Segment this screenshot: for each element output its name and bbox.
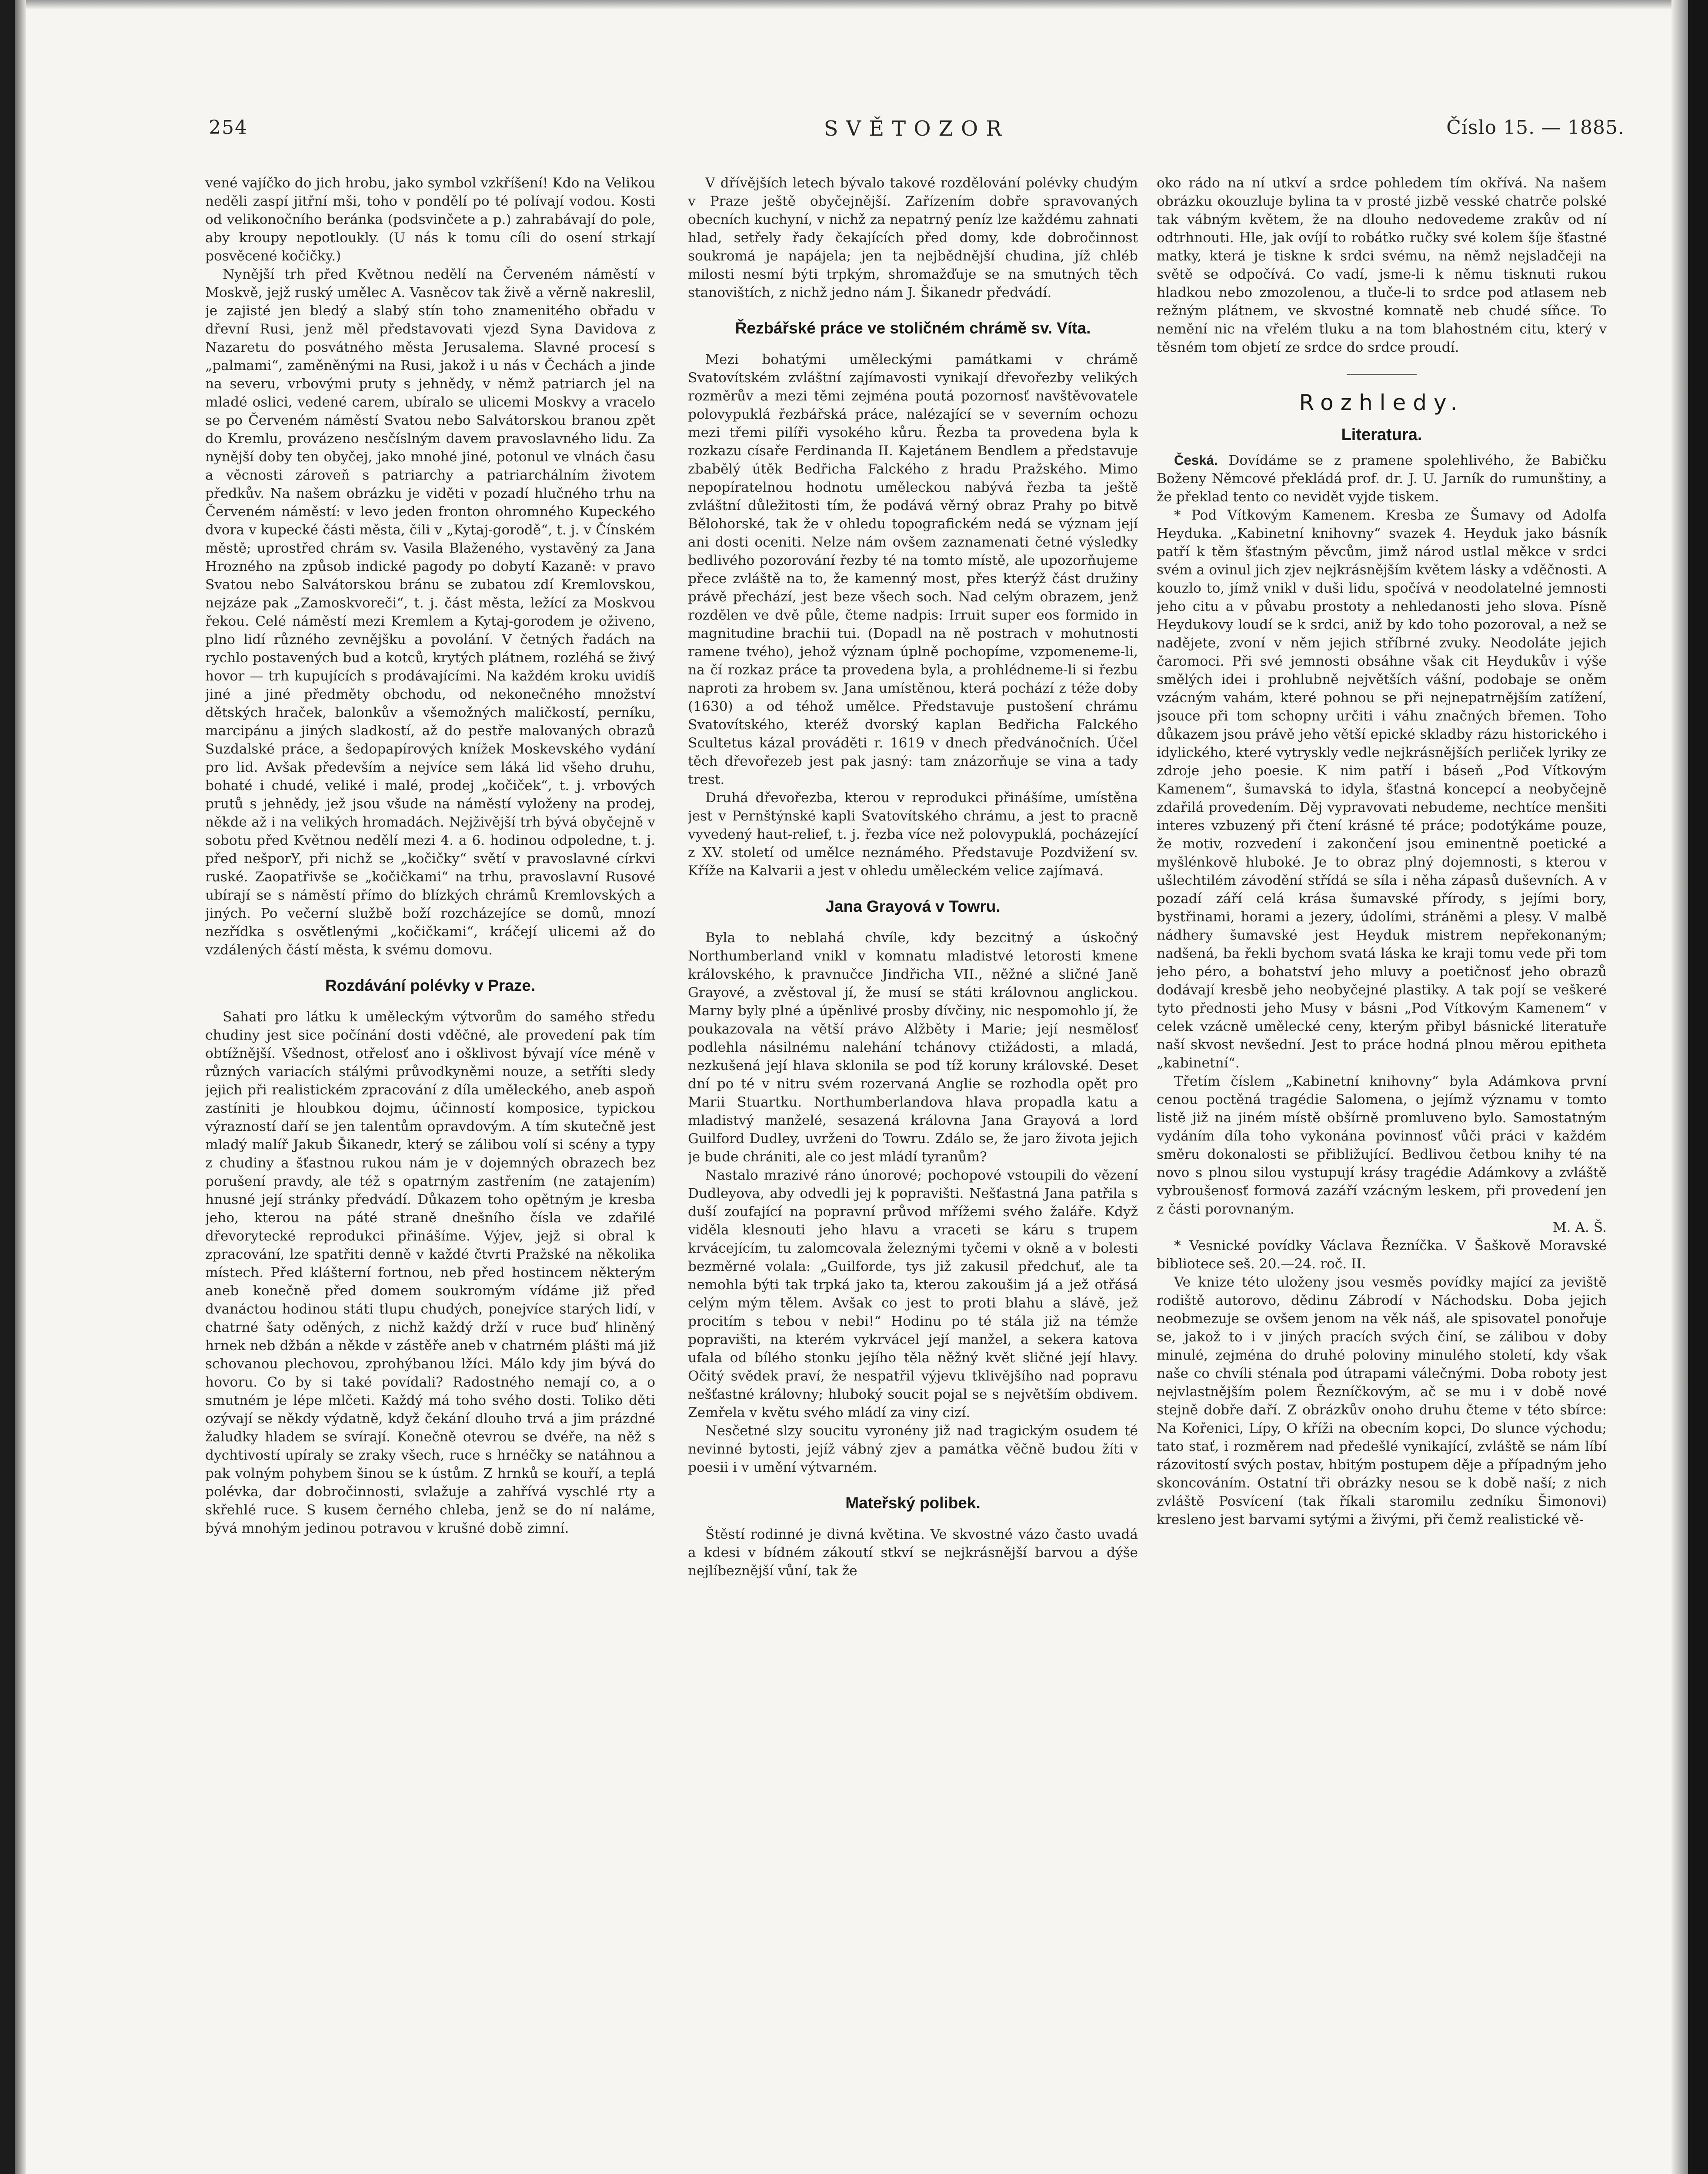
paragraph: Nastalo mrazivé ráno únorové; pochopové vstoupili do vězení Dudleyova, aby odvedli jej k popravišti. Nešťastná Jana patřila s duší zoufající na popravní průvod mřížemi svého žaláře. Když viděla klesnouti jeho hlavu a vraceti se káru s trupem krvácejícím, tu zalomcovala železnými tyčemi v okně a v bolesti bezměrné volala: „Guilforde, tys již zakusil předchuť, ale ta nemohla býti tak trpká jako ta, kterou zakoušim já a jež otřásá celým mým tělem. Avšak co jest to proti blahu a slávě, jež procitím s tebou v nebi!“ Hodinu po té stála již na témže popravišti, na kterém vykrvácel její manžel, a sekera katova ufala od bílého stonku jejího těla něžný květ sličné její hlavy. Očitý svědek praví, že nespatřil výjevu tklivějšího nad popravu nešťastné královny; hluboký soucit pojal se s největším obdivem. Zemřela v květu svého mládí za viny cizí. xyxy=(688,1167,1138,1420)
paragraph: vené vajíčko do jich hrobu, jako symbol vzkříšení! Kdo na Velikou neděli zaspí jitřní mši, toho v pondělí po té polívají vodou. Kosti od velikonočního beránka (podsvinčete a p.) zahrabávají do pole, aby kroupy nepotloukly. (U nás k tomu cíli do osení strkají posvěcené kočičky.) xyxy=(205,175,655,264)
right-page-edge xyxy=(1688,0,1708,2174)
author-signature: M. A. Š. xyxy=(1552,1220,1607,1235)
paragraph: Nynější trh před Květnou nedělí na Červeném náměstí v Moskvě, jejž ruský umělec A. Vasněcov tak živě a věrně nakreslil, je zajisté jen bledý a slabý stín toho znamenitého obřadu v dřevní Rusi, jenž měl představovati vjezd Syna Davidova z Nazaretu do posvátného města Jerusalema. Slavné procesí s „palmami“, zaměněnými na Rusi, jakož i u nás v Čechách a jinde na severu, vrbovými pruty s jehnědy, v němž patriarch jel na mladé oslici, vedené carem, ubíralo se ulicemi Moskvy a vracelo se po Červeném náměstí Svatou nebo Salvátorskou branou zpět do Kremlu, provázeno nesčíslným davem pravoslavného lidu. Za nynější doby ten obyčej, jako mnohé jiné, potonul ve vlnách času a věcnosti zároveň s patriarchy a patriarchálním životem předkův. Na našem obrázku je viděti v pozadí hlučného trhu na Červeném náměstí: v levo jeden fronton ohromného Kupeckého dvora v kupecké části města, čili v „Kytaj-gorodě“, t. j. v Čínském městě; uprostřed chrám sv. Vasila Blaženého, vystavěný za Jana Hrozného na způsob indické pagody po dobytí Kazaně: v pravo Svatou nebo Salvátorskou bránu se zubatou zdí Kremlovskou, nejzáze pak „Zamoskvoreči“, t. j. část města, ležící za Moskvou řekou. Celé náměstí mezi Kremlem a Kytaj-gorodem je oživeno, plno lidí různého zevnějšku a povolání. V četných řadách na rychlo postavených bud a kotců, krytých plátnem, rozléhá se živý hovor — trh kupujících s prodávajícími. Na každém kroku uvidíš jiné a jiné předměty obchodu, od nekonečného množství dětských hraček, balonkův a všemožných maličkostí, perníku, marcipánu a jiných sladkostí, až do pestře malovaných obrazů Suzdalské práce, a šedopapírových knížek Moskevského vydání pro lid. Avšak především a nejvíce sem láká lid všeho druhu, bohaté i chudé, veliké i malé, prodej „kočiček“, t. j. vrbových prutů s jehnědy, jež jsou všude na náměstí vyloženy na prodej, někde až i na velikých hromadách. Nejživější trh bývá obyčejně v sobotu před Květnou nedělí mezi 4. a 6. hodinou odpoledne, t. j. před nešporY, při nichž se „kočičky“ světí v pravoslavné církvi ruské. Zaopatřivše se „kočičkami“ na trhu, pravoslavní Rusové ubírají se s náměstí přímo do blízkých chrámů Kremlovských a jiných. Po večerní službě boží rozcházejíce se domů, mnozí nezřídka s osvětlenými „kočičkami“, kráčejí ulicemi až do vzdálených částí města, k svému domovu. xyxy=(205,267,655,958)
paragraph-text: Dovídáme se z pramene spolehlivého, že Babičku Boženy Němcové překládá prof. dr. J. U. Jarník do rumunštiny, a že překlad tento co nevidět vyjde tiskem. xyxy=(1157,453,1607,505)
column-right xyxy=(1157,174,1607,2174)
page-number: 254 xyxy=(209,117,248,139)
subsection-heading: Literatura. xyxy=(1341,426,1422,444)
column-middle xyxy=(688,174,1138,2174)
paragraph: Sahati pro látku k uměleckým výtvorům do samého středu chudiny jest sice počínání dosti vděčné, ale provedení pak tím obtížnější. Všednost, otřelosť ano i ošklivost bývají více méně v různých variacích stálými průvodkyněmi nouze, a setříti sledy jejich při realistickém zpracování z díla uměleckého, aneb aspoň zastíniti je hloubkou dojmu, účinností komposice, typickou výrazností daří se jen talentům opravdovým. A tím skutečně jest mladý malíř Jakub Šikanedr, který se zálibou volí si scény a typy z chudiny a šťastnou rukou nám je v dojemných obrazech bez porušení pravdy, ale též s opatrným zastřením (ne zatajením) hnusné její stránky předvádí. Důkazem toho opětným je kresba jeho, kterou na páté straně dnešního čísla ve zdařilé dřevorytecké reprodukci přinášíme. Výjev, jejž si obral k zpracování, lze spatřiti denně v každé čtvrti Pražské na několika místech. Před klášterní fortnou, neb před hostincem některým aneb konečně před domem soukromým vídáme již před dvanáctou hodinou státi tlupu chudých, ponejvíce starých lidí, v chatrné šaty oděných, z nichž každý drží v ruce buď hliněný hrnek neb džbán a někde v zástěře aneb v chatrném plášti má již schovanou plechovou, zprohýbanou lžíci. Málo kdy jim bývá do hovoru. Co by si také povídali? Radostného nemají co, a o smutném je lépe mlčeti. Každý má toho svého dosti. Toliko děti ozývají se někdy výdatně, když čekání dlouho trvá a jim prázdné žaludky hladem se svírají. Konečně otevrou se dvéře, na něž s dychtivostí upíraly se zraky všech, ruce s hrnéčky se natáhnou a pak volným pohybem šinou se k ústům. Z hrnků se kouří, a teplá polévka, dar dobročinnosti, svlažuje a zahřívá vyschlé rty a skřehlé ruce. S kusem černého chleba, jenž se do ní naláme, bývá mnohým jedinou potravou v krušné době zimní. xyxy=(205,1009,655,1536)
paragraph: Nesčetné slzy soucitu vyronény již nad tragickým osudem té nevinné bytosti, jejíž vábný zjev a památka věčně budou žíti v poesii i v umění výtvarném. xyxy=(688,1423,1138,1475)
paragraph: Mezi bohatými uměleckými památkami v chrámě Svatovítském zvláštní zajímavosti vynikají dřevořezby velikých rozměrův a mezi těmi zejména poutá pozornosť navštěvovatele polovypuklá řezbářská práce, nalézající se v severním ochozu mezi třemi pilíři vysokého kůru. Řezba ta provedena byla k rozkazu císaře Ferdinanda II. Kajetánem Bendlem a představuje zbabělý útěk Bedřicha Falckého z hradu Pražského. Mimo nepopíratelnou hodnotu uměleckou nabývá řezba ta ještě zvláštní důležitosti tím, že podává věrný obraz Prahy po bitvě Bělohorské, tak že v ohledu topografickém nedá se význam její ani dosti oceniti. Nelze nám ovšem zaznamenati četné výsledky bedlivého pozorování řezby té na tomto místě, ale upozorňujeme přece zvláště na to, že kamenný most, přes kterýž část družiny právě přechází, jest beze všech soch. Nad celým obrazem, jenž rozdělen ve dvě půle, čteme nadpis: Irruit super eos formido in magnitudine brachii tui. (Dopadl na ně postrach v mohutnosti ramene tvého), jehož význam úplně pochopíme, vzpomeneme-li, na čí rozkaz práce ta provedena byla, a prohlédneme-li si řezbu naproti za hrobem sv. Jana umístěnou, která pochází z téže doby (1630) a od téhož umělce. Představuje pustošení chrámu Svatovítského, kteréž dvorský kaplan Bedřicha Falckého Scultetus kázal prováděti r. 1619 v dnech předvánočních. Účel těch dřevořezeb jest pak jasný: tam znázorňuje se vina a tady trest. xyxy=(688,352,1138,787)
paragraph: * Vesnické povídky Václava Řezníčka. V Šaškově Moravské bibliotece seš. 20.—24. roč. II. xyxy=(1157,1238,1607,1272)
paragraph xyxy=(1157,451,1607,506)
issue-number: Číslo 15. — 1885. xyxy=(1446,117,1625,139)
section-heading: Rozhledy. xyxy=(1299,390,1464,415)
paragraph: oko rádo na ní utkví a srdce pohledem tím okřívá. Na našem obrázku okouzluje bylina ta v prosté jizbě vesské chatrče polské tak vábným květem, že na dlouho nedovedeme zrakův od ní odtrhnouti. Hle, jak ovíjí to robátko ručky své kolem šíje šťastné matky, která je tiskne k srdci svému, na němž nejsladčeji na světě se odpočívá. Co vadí, jsme-li k němu tisknuti rukou hladkou nebo zmozolenou, a tluče-li to srdce pod atlasem neb režným plátnem, ve skvostné komnatě neb chudé síňce. To nemění nic na vřelém tluku a na tom blahostném citu, který v těsném tom objetí ze srdce do srdce proudí. xyxy=(1157,175,1607,355)
paragraph: * Pod Vítkovým Kamenem. Kresba ze Šumavy od Adolfa Heyduka. „Kabinetní knihovny“ svazek 4. Heyduk jako básník patří k těm šťastným pěvcům, jimž národ ustlal měkce v srdci svém a ovinul jich zjev nejkrásnějším květem lásky a vděčnosti. A kouzlo to, jímž vnikl v duši lidu, spočívá v neodolatelné jemnosti jeho citu a v půvabu prostoty a nehledanosti jeho slova. Písně Heydukovy loudí se k srdci, aniž by kdo toho pozoroval, a než se nadějete, zvoní v něm jejich stříbrné zvuky. Neodoláte jejich čaromoci. Při své jemnosti obsáhne však cit Heydukův i výše smělých idei i prohlubně největších vášní, podobaje se oněm vzácným vahám, které pohnou se při nejnepatrnějším zatížení, jsouce při tom schopny určiti i váhu značných břemen. Toho důkazem jsou právě jeho větší epické skladby rázu historického i idylického, které vytryskly vedle nejkrásnějších perliček lyriky ze zdroje jeho poesie. K nim patří i báseň „Pod Vítkovým Kamenem“, šumavská to idyla, šťastná koncepcí a neobyčejně zdařilá provedením. Děj vypravovati nebudeme, nechtíce menšiti interes vzbuzený při čtení krásné té práce; podotýkáme pouze, že motiv, rozvedení i zakončení jsou eminentně poetické a myšlénkově hluboké. Je to obraz plný dojemnosti, s kterou v ušlechtilém závodění střídá se síla i něha zápasů duševních. A v pozadí září celá krása šumavské přírody, s jejími bory, bystřinami, horami a jezery, údolími, stráněmi a plesy. V malbě nádhery šumavské jest Heyduk mistrem nepřekonaným; nadšená, ba řekli bychom svatá láska ke kraji tomu vede při tom jeho péro, a bohatství jeho mluvy a poetičnosť jeho obrazů dodávají kresbě jeho neobyčejné plastiky. A tak pojí se veškeré tyto přednosti jeho Musy v básni „Pod Vítkovým Kamenem“ v celek vzácně umělecké ceny, kterým přibyl básnické literatuře naší skvost nevšední. Jest to práce hodná plnou měrou epitheta „kabinetní“. xyxy=(1157,507,1607,1071)
article-heading: Jana Grayová v Towru. xyxy=(825,897,1001,915)
gutter-gradient xyxy=(15,0,26,2174)
book-spine-shadow xyxy=(0,0,15,2174)
paragraph: V dřívějších letech bývalo takové rozdělování polévky chudým v Praze ještě obyčejnější. Zařízením dobře spravovaných obecních kuchyní, v nichž za nepatrný peníz lze každému zahnati hlad, setřely řady čekajících před domy, kde dobročinnost soukromá je napájela; jen ta nejbědnější chudina, jíž chléb milosti nesmí býti trpkým, shromažďuje se na smutných těch stanovištích, z nichž jedno nám J. Šikanedr předvádí. xyxy=(688,175,1138,300)
run-in-heading: Česká. xyxy=(1174,453,1218,468)
article-heading: Řezbářské práce ve stoličném chrámě sv. Víta. xyxy=(735,319,1091,337)
paragraph: Druhá dřevořezba, kterou v reprodukci přinášíme, umístěna jest v Pernštýnské kapli Svatovítského chrámu, a jest to pracně vyvedený haut-relief, t. j. řezba více než polovypuklá, pocházející z XV. století od umělce neznámého. Představuje Pozdvižení sv. Kříže na Kalvarii a jest v ohledu uměleckém velice zajímavá. xyxy=(688,790,1138,879)
paragraph: Byla to neblahá chvíle, kdy bezcitný a úskočný Northumberland vnikl v komnatu mladistvé letorosti kmene královského, k pravnučce Jindřicha VII., něžné a sličné Janě Grayové, a zvěstoval jí, že musí se státi královnou anglickou. Marny byly plné a úpěnlivé prosby dívčiny, nic nespomohlo jí, že poukazovala na větší právo Alžběty i Marie; její nesmělosť podlehla násilnému nalehání tchánovy ctižádosti, a mladá, nezkušená její hlava sklonila se pod tíž koruny královské. Deset dní po té v nitru svém rozervaná Anglie se rozhodla opět pro Marii Stuartku. Northumberlandova hlava propadla katu a mladistvý manželé, sesazená královna Jana Grayová a lord Guilford Dudley, uvrženi do Towru. Zdálo se, že jaro života jejich je bude chrániti, ale co jest mládí tyranům? xyxy=(688,930,1138,1165)
paragraph: Štěstí rodinné je divná květina. Ve skvostné vázo často uvadá a kdesi v bídném zákoutí stkví se nejkrásnější barvou a dýše nejlíbeznější vůní, tak že xyxy=(688,1527,1138,1579)
paragraph: Ve knize této uloženy jsou vesměs povídky mající za jeviště rodiště autorovo, dědinu Zábrodí v Náchodsku. Doba jejich neobmezuje se ovšem jenom na věk náš, ale spisovatel ponořuje se, jakož to i v jiných pracích svých činí, se zálibou v doby minulé, zejména do druhé poloviny minulého století, kdy však naše co chvíli sténala pod útrapami válečnými. Doba roboty jest nejvlastnějším polem Řezníčkovým, ač se mu i v době nové stejně dobře daří. Z obrázkův onoho druhu čteme v této sbírce: Na Kořenici, Lípy, O kříži na obecním kopci, Do slunce východu; tato stať, i rozměrem nad předešlé vynikající, zvláště se nám líbí rázovitostí svých postav, hbitým postupem děje a případným jeho skoncováním. Ostatní tři obrázky nesou se k době naší; z nich zvláště Posvícení (tak říkali staromilu zedníku Šimonovi) kresleno jest barvami sytými a živými, při čemž realistické vě- xyxy=(1157,1274,1607,1527)
article-heading: Rozdávání polévky v Praze. xyxy=(325,977,536,994)
journal-title: SVĚTOZOR xyxy=(824,117,1010,141)
page-curl-gradient xyxy=(1671,0,1688,2174)
column-left xyxy=(205,174,655,2174)
top-edge-shadow xyxy=(26,0,1671,10)
section-divider xyxy=(1347,374,1417,375)
running-header xyxy=(209,117,1625,151)
paragraph: Třetím číslem „Kabinetní knihovny“ byla Adámkova první cenou poctěná tragédie Salomena, o jejímž významu v tomto listě již na jiném místě obšírně promluveno bylo. Samostatným vydáním díla toho vykonána povinnosť vůči práci v každém směru dokonalosti se přibližující. Bedlivou četbou knihy té na novo s plnou silou vystupují krásy tragédie Adámkovy a zvláště vybroušenosť formová zazáří vzácným leskem, při provedení jen z části porovnaným. xyxy=(1157,1074,1607,1217)
article-heading: Mateřský polibek. xyxy=(845,1494,981,1512)
